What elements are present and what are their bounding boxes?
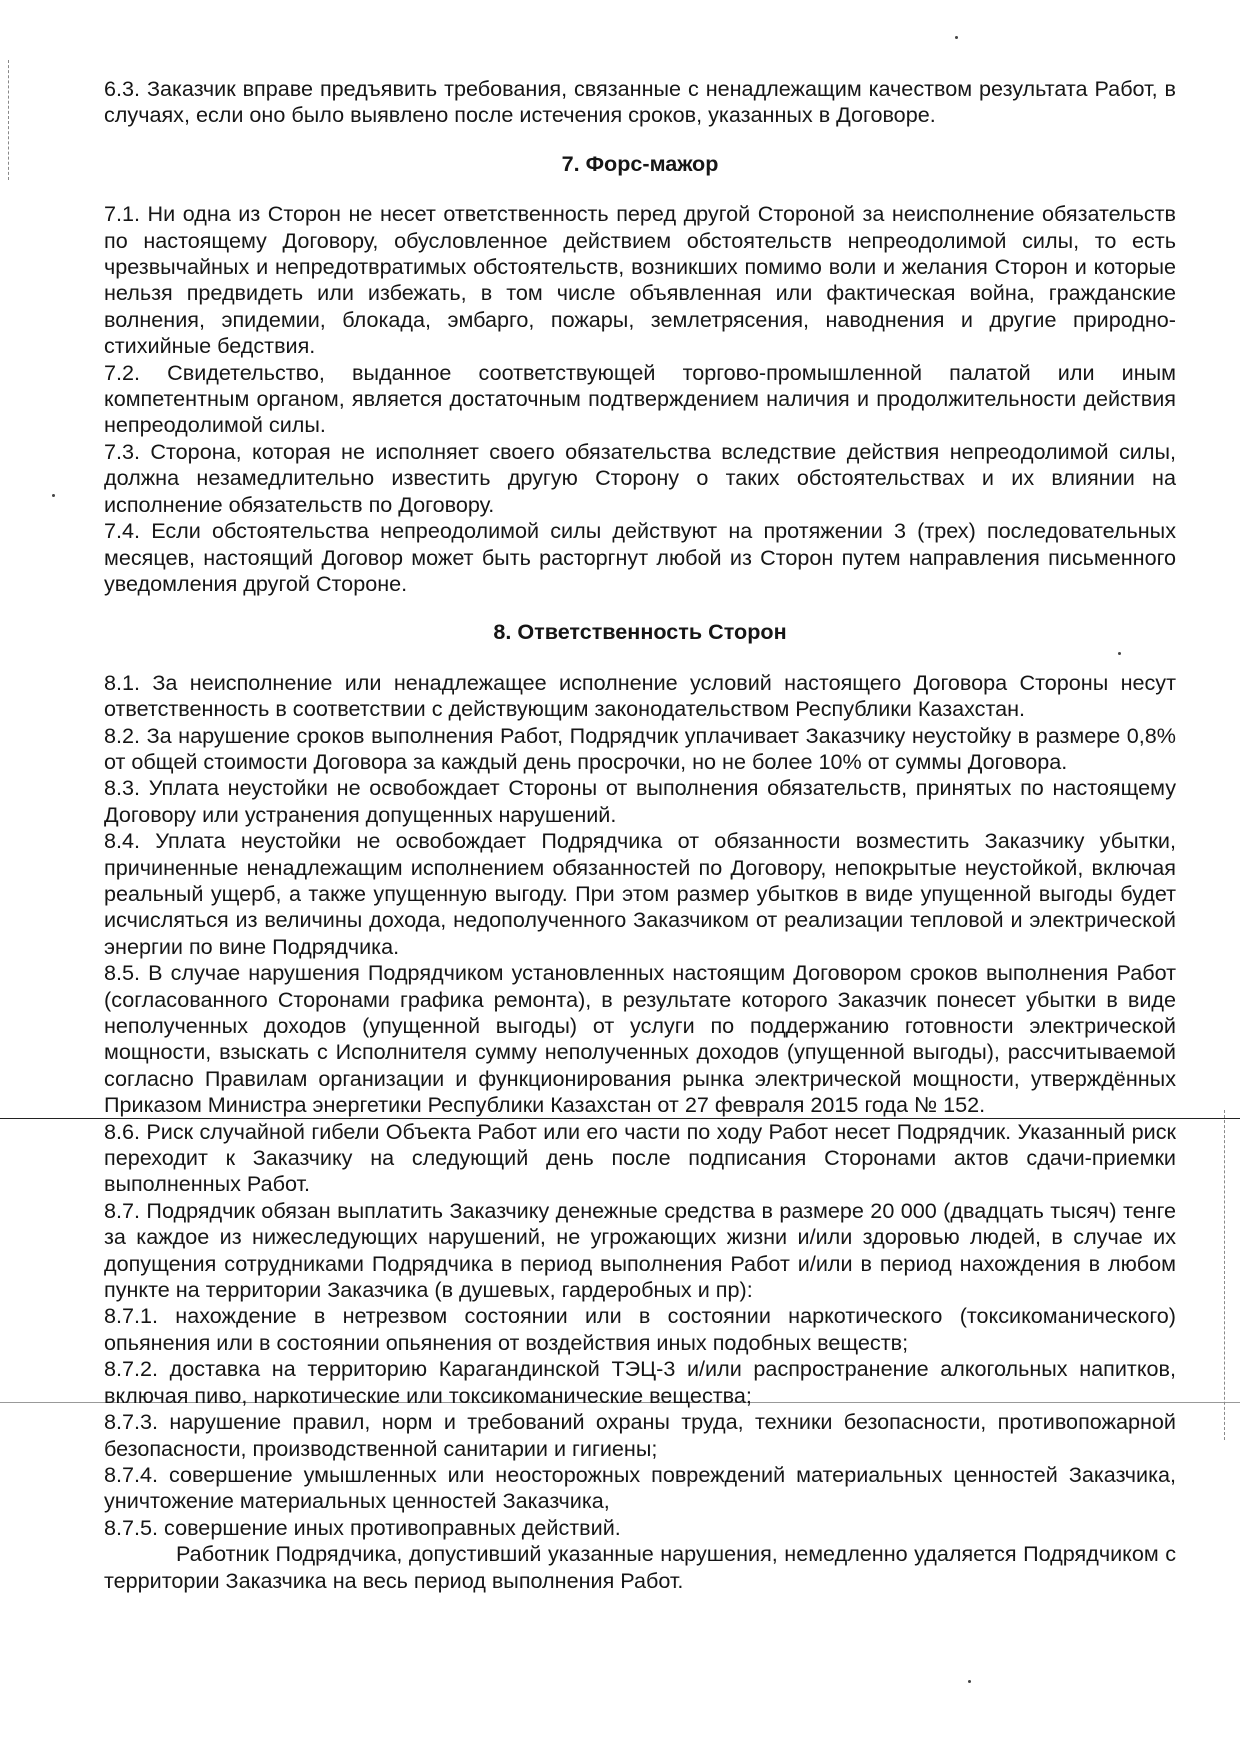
clause-6-3: 6.3. Заказчик вправе предъявить требования, связанные с ненадлежащим качеством результата Работ, в случаях, если оно было выявлено после истечения сроков, указанных в Договоре. [104, 76, 1176, 128]
clause-8-5: 8.5. В случае нарушения Подрядчиком установленных настоящим Договором сроков выполнения Работ (согласованного Сторонами графика ремонта), в результате которого Заказчик понесет убытки в виде неполученных доходов (упущенной выгоды) от услуги по поддержанию готовности электрической мощности, взыскать с Исполнителя сумму неполученных доходов (упущенной выгоды), рассчитываемой согласно Правилам организации и функционирования рынка электрической мощности, утверждённых Приказом Министра энергетики Республики Казахстан от 27 февраля 2015 года № 152. [104, 960, 1176, 1118]
clause-8-4: 8.4. Уплата неустойки не освобождает Подрядчика от обязанности возместить Заказчику убытки, причиненные ненадлежащим исполнением обязанностей по Договору, непокрытые неустойкой, включая реальный ущерб, а также упущенную выгоду. При этом размер убытков в виде упущенной выгоды будет исчисляться из величины дохода, недополученного Заказчиком от реализации тепловой и электрической энергии по вине Подрядчика. [104, 828, 1176, 959]
section-8-title: 8. Ответственность Сторон [493, 619, 787, 645]
document-page [104, 76, 1176, 1594]
clause-8-2: 8.2. За нарушение сроков выполнения Работ, Подрядчик уплачивает Заказчику неустойку в размере 0,8% от общей стоимости Договора за каждый день просрочки, но не более 10% от суммы Договора. [104, 722, 1176, 774]
section-7-title: 7. Форс-мажор [561, 150, 719, 176]
scan-speck [52, 494, 55, 497]
scan-speck [955, 36, 958, 39]
clause-8-7-2: 8.7.2. доставка на территорию Карагандинской ТЭЦ-3 и/или распространение алкогольных напитков, включая пиво, наркотические или токсикоманические вещества; [104, 1356, 1176, 1408]
clause-8-1: 8.1. За неисполнение или ненадлежащее исполнение условий настоящего Договора Стороны несут ответственность в соответствии с действующим законодательством Республики Казахстан. [104, 669, 1176, 722]
closing-paragraph: Работник Подрядчика, допустивший указанные нарушения, немедленно удаляется Подрядчиком с территории Заказчика на весь период выполнения Работ. [104, 1541, 1176, 1593]
clause-8-7-3: 8.7.3. нарушение правил, норм и требований охраны труда, техники безопасности, противопожарной безопасности, производственной санитарии и гигиены; [104, 1409, 1176, 1461]
clause-8-7-4: 8.7.4. совершение умышленных или неосторожных повреждений материальных ценностей Заказчика, уничтожение материальных ценностей Заказчика, [104, 1461, 1176, 1514]
clause-8-7: 8.7. Подрядчик обязан выплатить Заказчику денежные средства в размере 20 000 (двадцать тысяч) тенге за каждое из нижеследующих нарушений, не угрожающих жизни и/или здоровью людей, в случае их допущения сотрудниками Подрядчика в период выполнения Работ и/или в период нахождения в любом пункте на территории Заказчика (в душевых, гардеробных и пр): [104, 1197, 1176, 1303]
scan-edge-artifact [8, 60, 10, 180]
clause-8-7-1: 8.7.1. нахождение в нетрезвом состоянии или в состоянии наркотического (токсикоманического) опьянения или в состоянии опьянения от воздействия иных подобных веществ; [104, 1303, 1176, 1355]
clause-7-2: 7.2. Свидетельство, выданное соответствующей торгово-промышленной палатой или иным компетентным органом, является достаточным подтверждением наличия и продолжительности действия непреодолимой силы. [104, 359, 1176, 438]
clause-7-3: 7.3. Сторона, которая не исполняет своего обязательства вследствие действия непреодолимой силы, должна незамедлительно известить другую Сторону о таких обстоятельствах и их влиянии на исполнение обязательств по Договору. [104, 438, 1176, 517]
clause-8-6: 8.6. Риск случайной гибели Объекта Работ или его части по ходу Работ несет Подрядчик. Указанный риск переходит к Заказчику на следующий день после подписания Сторонами актов сдачи-приемки выполненных Работ. [104, 1118, 1176, 1197]
clause-8-7-5: 8.7.5. совершение иных противоправных действий. [104, 1514, 621, 1540]
scan-edge-artifact [1224, 1110, 1226, 1440]
clause-7-1: 7.1. Ни одна из Сторон не несет ответственность перед другой Стороной за неисполнение обязательств по настоящему Договору, обусловленное действием обстоятельств непреодолимой силы, то есть чрезвычайных и непредотвратимых обстоятельств, возникших помимо воли и желания Сторон и которые нельзя предвидеть или избежать, в том числе объявленная или фактическая война, гражданские волнения, эпидемии, блокада, эмбарго, пожары, землетрясения, наводнения и другие природно-стихийные бедствия. [104, 201, 1176, 359]
clause-7-4: 7.4. Если обстоятельства непреодолимой силы действуют на протяжении 3 (трех) последовательных месяцев, настоящий Договор может быть расторгнут любой из Сторон путем направления письменного уведомления другой Стороне. [104, 518, 1176, 596]
scan-speck [968, 1680, 971, 1683]
clause-8-3: 8.3. Уплата неустойки не освобождает Стороны от выполнения обязательств, принятых по настоящему Договору или устранения допущенных нарушений. [104, 775, 1176, 827]
